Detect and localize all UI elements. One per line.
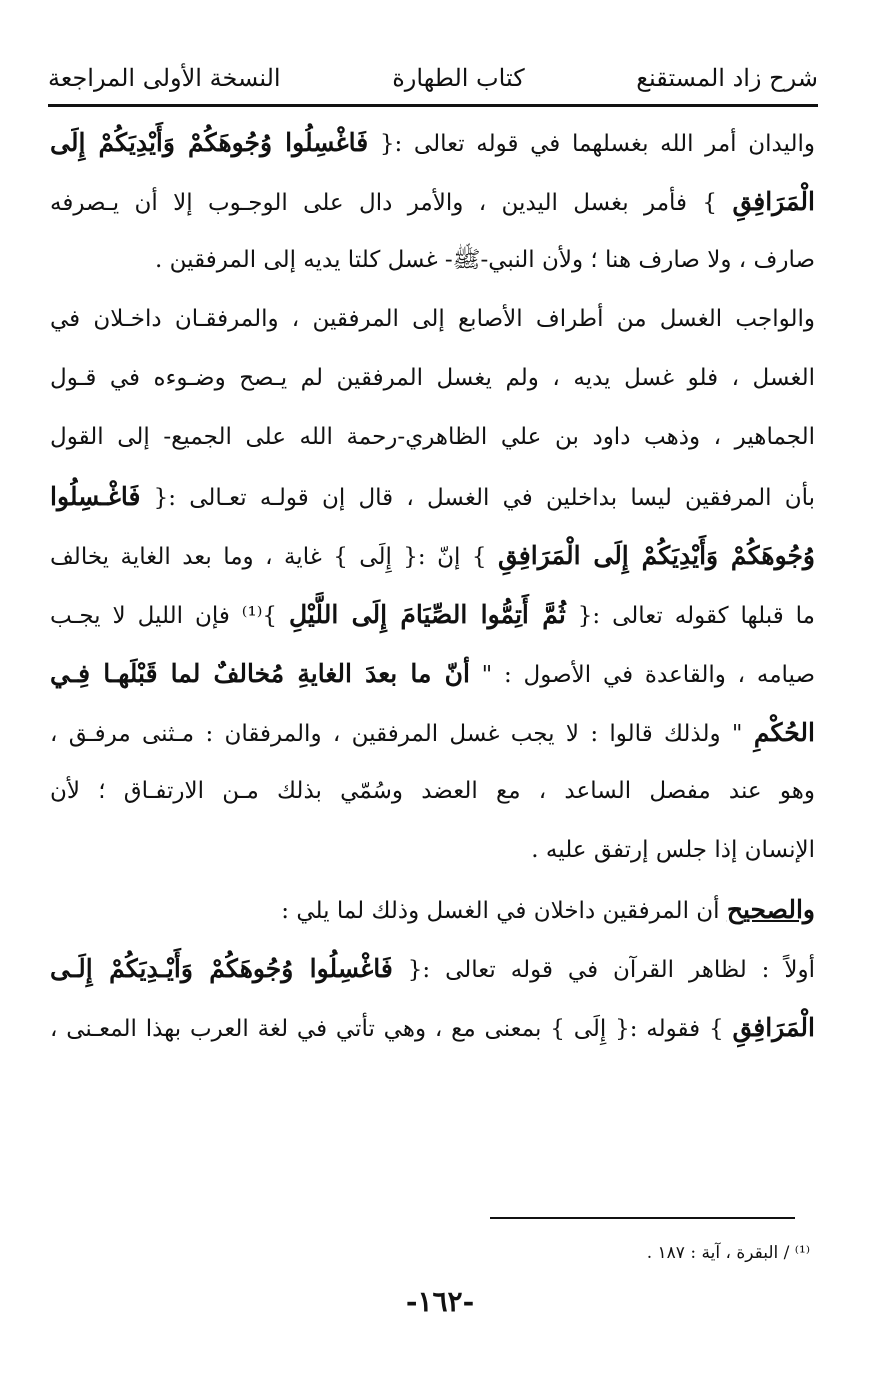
line-text: الجماهير ، وذهب داود بن علي الظاهري-رحمة الله على الجميع- إلى القول <box>50 424 815 450</box>
text-line <box>50 526 815 585</box>
quran-quote: فَاغْسِلُوا وُجُوهَكُمْ وَأَيْـدِيَكُمْ إِلَـى <box>50 954 393 983</box>
header-book-title: شرح زاد المستقنع <box>636 64 818 92</box>
text-line <box>50 880 815 939</box>
quran-quote: أنّ ما بعدَ الغايةِ مُخالفٌ لما قَبْلَهـا فِـي <box>50 659 470 688</box>
line-text: " ولذلك قالوا : لا يجب غسل المرفقين ، والمرفقان : مـثنى مرفـق ، <box>50 721 754 747</box>
text-line <box>50 172 815 231</box>
line-text: أولاً : لظاهر القرآن في قوله تعالى :{ <box>392 957 815 983</box>
line-text: أن المرفقين داخلان في الغسل وذلك لما يلي : <box>281 898 727 924</box>
text-line <box>50 585 815 644</box>
text-line <box>50 290 815 349</box>
header-divider <box>48 104 818 107</box>
quran-quote: الحُكْمِ <box>753 718 815 747</box>
text-line <box>50 939 815 998</box>
quran-quote: فَاغْسِلُوا وُجُوهَكُمْ وَأَيْدِيَكُمْ إِلَى <box>50 128 369 157</box>
line-text: } فقوله :{ إِلَى } بمعنى مع ، وهي تأتي في لغة العرب بهذا المعـنى ، <box>50 1016 733 1042</box>
text-line <box>50 821 815 880</box>
line-text: الإنسان إذا جلس إرتفق عليه . <box>531 837 815 863</box>
line-text: }⁽¹⁾ فإن الليل لا يجـب <box>50 603 289 629</box>
quran-quote: وُجُوهَكُمْ وَأَيْدِيَكُمْ إِلَى الْمَرَافِقِ <box>497 541 815 570</box>
quran-quote: ثُمَّ أَتِمُّوا الصِّيَامَ إِلَى اللَّيْلِ <box>288 600 566 629</box>
line-text: وهو عند مفصل الساعد ، مع العضد وسُمّي بذلك مـن الارتفـاق ؛ لأن <box>50 778 815 804</box>
emphasis-heading: والصحيح <box>726 895 815 924</box>
quran-quote: فَاغْـسِلُوا <box>50 482 141 511</box>
line-text: بأن المرفقين ليسا بداخلين في الغسل ، قال إن قولـه تعـالى :{ <box>140 485 815 511</box>
text-line <box>50 467 815 526</box>
text-line <box>50 349 815 408</box>
text-line <box>50 762 815 821</box>
line-text: صيامه ، والقاعدة في الأصول : " <box>469 662 815 688</box>
body-text <box>50 113 815 1057</box>
line-text: الغسل ، فلو غسل يديه ، ولم يغسل المرفقين لم يـصح وضـوءه في قـول <box>50 365 815 391</box>
footnote: ⁽¹⁾ / البقرة ، آية : ١٨٧ . <box>646 1243 810 1263</box>
page-number: -١٦٢- <box>405 1285 475 1318</box>
text-line <box>50 231 815 290</box>
text-line <box>50 998 815 1057</box>
footnote-divider <box>490 1217 795 1219</box>
text-line <box>50 644 815 703</box>
text-line <box>50 113 815 172</box>
line-text: والواجب الغسل من أطراف الأصابع إلى المرفقين ، والمرفقـان داخـلان في <box>50 306 815 332</box>
header-chapter-title: كتاب الطهارة <box>392 64 525 92</box>
page-header <box>48 58 818 98</box>
line-text: } فأمر بغسل اليدين ، والأمر دال على الوجـوب إلا أن يـصرفه <box>50 190 733 216</box>
line-text: واليدان أمر الله بغسلهما في قوله تعالى :{ <box>368 131 815 157</box>
line-text: صارف ، ولا صارف هنا ؛ ولأن النبي-ﷺ- غسل كلتا يديه إلى المرفقين . <box>155 247 815 273</box>
line-text: } إنّ :{ إِلَى } غاية ، وما بعد الغاية يخالف <box>50 544 498 570</box>
header-edition-note: النسخة الأولى المراجعة <box>48 64 281 92</box>
line-text: ما قبلها كقوله تعالى :{ <box>565 603 815 629</box>
quran-quote: الْمَرَافِقِ <box>732 1013 815 1042</box>
quran-quote: الْمَرَافِقِ <box>732 187 815 216</box>
text-line <box>50 408 815 467</box>
text-line <box>50 703 815 762</box>
